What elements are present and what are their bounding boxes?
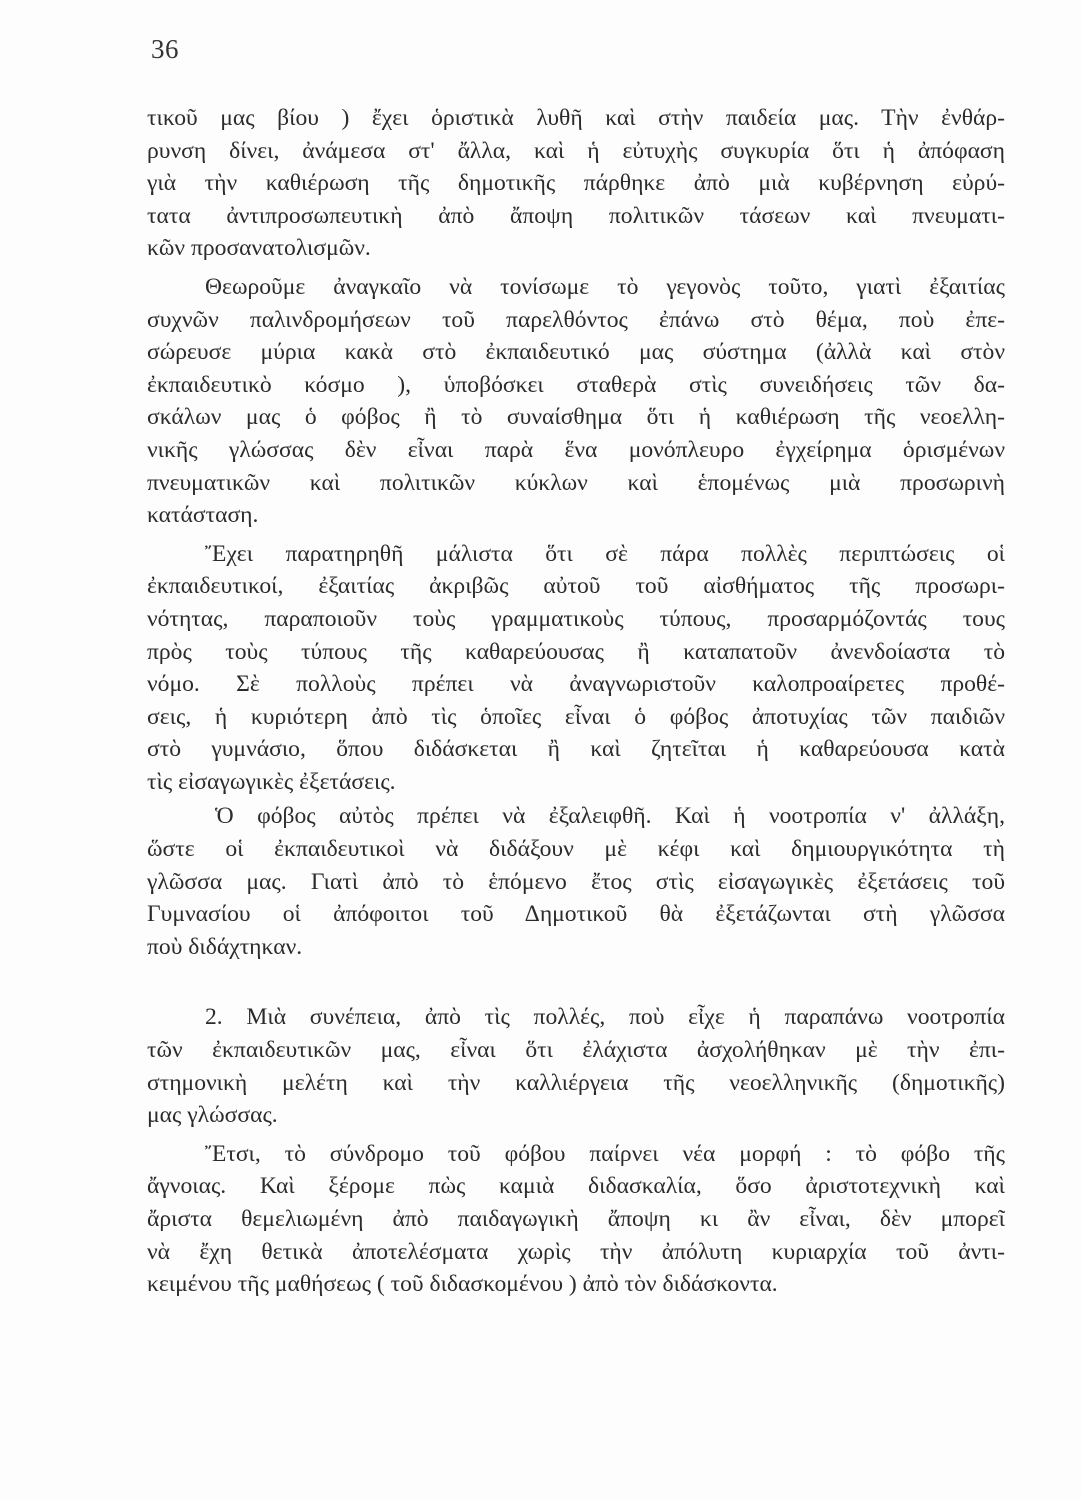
text-line: νὰ ἔχη θετικὰ ἀποτελέσματα χωρὶς τὴν ἀπόλυτη κυριαρχία τοῦ ἀντι- (147, 1238, 1005, 1265)
paragraph (147, 271, 1005, 532)
paragraph (147, 102, 1005, 265)
text-line: σεις, ἡ κυριότερη ἀπὸ τὶς ὁποῖες εἶναι ὁ φόβος ἀποτυχίας τῶν παιδιῶν (147, 703, 1005, 730)
text-line: ἐκπαιδευτικὸ κόσμο ), ὑποβόσκει σταθερὰ στὶς συνειδήσεις τῶν δα- (147, 371, 1005, 398)
text-line: Ὁ φόβος αὐτὸς πρέπει νὰ ἐξαλειφθῆ. Καὶ ἡ νοοτροπία ν' ἀλλάξη, (215, 803, 1005, 830)
text-line: Γυμνασίου οἱ ἀπόφοιτοι τοῦ Δημοτικοῦ θὰ ἐξετάζωνται στὴ γλῶσσα (147, 901, 1005, 928)
text-line: 2. Μιὰ συνέπεια, ἀπὸ τὶς πολλές, ποὺ εἶχε ἡ παραπάνω νοοτροπία (205, 1004, 1005, 1031)
text-line: ποὺ διδάχτηκαν. (147, 933, 303, 960)
text-line: σκάλων μας ὁ φόβος ἢ τὸ συναίσθημα ὅτι ἡ καθιέρωση τῆς νεοελλη- (147, 404, 1005, 431)
text-line: ρυνση δίνει, ἀνάμεσα στ' ἄλλα, καὶ ἡ εὐτυχὴς συγκυρία ὅτι ἡ ἀπόφαση (147, 137, 1005, 164)
text-line: γλῶσσα μας. Γιατὶ ἀπὸ τὸ ἑπόμενο ἔτος στὶς εἰσαγωγικὲς ἐξετάσεις τοῦ (147, 868, 1005, 895)
text-line: νόμο. Σὲ πολλοὺς πρέπει νὰ ἀναγνωριστοῦν καλοπροαίρετες προθέ- (147, 671, 1005, 698)
text-line: κατάσταση. (147, 502, 259, 529)
paragraph (147, 1138, 1005, 1301)
paragraph (147, 800, 1005, 963)
text-line: συχνῶν παλινδρομήσεων τοῦ παρελθόντος ἐπάνω στὸ θέμα, ποὺ ἐπε- (147, 306, 1005, 333)
text-line: τατα ἀντιπροσωπευτικὴ ἀπὸ ἄποψη πολιτικῶν τάσεων καὶ πνευματι- (147, 202, 1005, 229)
text-line: κῶν προσανατολισμῶν. (147, 235, 371, 262)
text-line: ὥστε οἱ ἐκπαιδευτικοὶ νὰ διδάξουν μὲ κέφι καὶ δημιουργικότητα τὴ (147, 836, 1005, 863)
text-line: Θεωροῦμε ἀναγκαῖο νὰ τονίσωμε τὸ γεγονὸς τοῦτο, γιατὶ ἐξαιτίας (205, 273, 1005, 300)
text-line: τῶν ἐκπαιδευτικῶν μας, εἶναι ὅτι ἐλάχιστα ἀσχολήθηκαν μὲ τὴν ἐπι- (147, 1037, 1005, 1064)
text-line: τὶς εἰσαγωγικὲς ἐξετάσεις. (147, 768, 396, 795)
text-line: ἄριστα θεμελιωμένη ἀπὸ παιδαγωγικὴ ἄποψη κι ἂν εἶναι, δὲν μπορεῖ (147, 1206, 1005, 1232)
text-line: γιὰ τὴν καθιέρωση τῆς δημοτικῆς πάρθηκε ἀπὸ μιὰ κυβέρνηση εὐρύ- (147, 170, 1005, 197)
text-line: νότητας, παραποιοῦν τοὺς γραμματικοὺς τύπους, προσαρμόζοντάς τους (147, 605, 1005, 632)
text-line: ἄγνοιας. Καὶ ξέρομε πὼς καμιὰ διδασκαλία, ὅσο ἀριστοτεχνικὴ καὶ (147, 1173, 1005, 1200)
section-gap (147, 969, 1005, 1001)
text-line: τικοῦ μας βίου ) ἔχει ὁριστικὰ λυθῆ καὶ στὴν παιδεία μας. Τὴν ἐνθάρ- (147, 105, 1005, 131)
text-line: Ἔτσι, τὸ σύνδρομο τοῦ φόβου παίρνει νέα μορφή : τὸ φόβο τῆς (205, 1140, 1005, 1167)
text-line: στὸ γυμνάσιο, ὅπου διδάσκεται ἢ καὶ ζητεῖται ἡ καθαρεύουσα κατὰ (147, 736, 1005, 763)
text-line: νικῆς γλώσσας δὲν εἶναι παρὰ ἕνα μονόπλευρο ἐγχείρημα ὁρισμένων (147, 436, 1005, 463)
page-number: 36 (151, 34, 179, 64)
text-line: μας γλώσσας. (147, 1102, 278, 1129)
text-line: στημονικὴ μελέτη καὶ τὴν καλλιέργεια τῆς νεοελληνικῆς (δημοτικῆς) (147, 1069, 1005, 1096)
text-line: Ἔχει παρατηρηθῆ μάλιστα ὅτι σὲ πάρα πολλὲς περιπτώσεις οἱ (205, 540, 1005, 567)
paragraph (147, 1001, 1005, 1131)
paragraph (147, 538, 1005, 799)
text-line: ἐκπαιδευτικοί, ἐξαιτίας ἀκριβῶς αὐτοῦ τοῦ αἰσθήματος τῆς προσωρι- (147, 573, 1005, 600)
text-line: κειμένου τῆς μαθήσεως ( τοῦ διδασκομένου ) ἀπὸ τὸν διδάσκοντα. (147, 1271, 778, 1298)
text-line: σώρευσε μύρια κακὰ στὸ ἐκπαιδευτικό μας σύστημα (ἀλλὰ καὶ στὸν (147, 339, 1005, 366)
text-line: πρὸς τοὺς τύπους τῆς καθαρεύουσας ἢ καταπατοῦν ἀνενδοίαστα τὸ (147, 638, 1005, 665)
body-text (147, 102, 1005, 1307)
text-line: πνευματικῶν καὶ πολιτικῶν κύκλων καὶ ἑπομένως μιὰ προσωρινὴ (147, 469, 1005, 496)
